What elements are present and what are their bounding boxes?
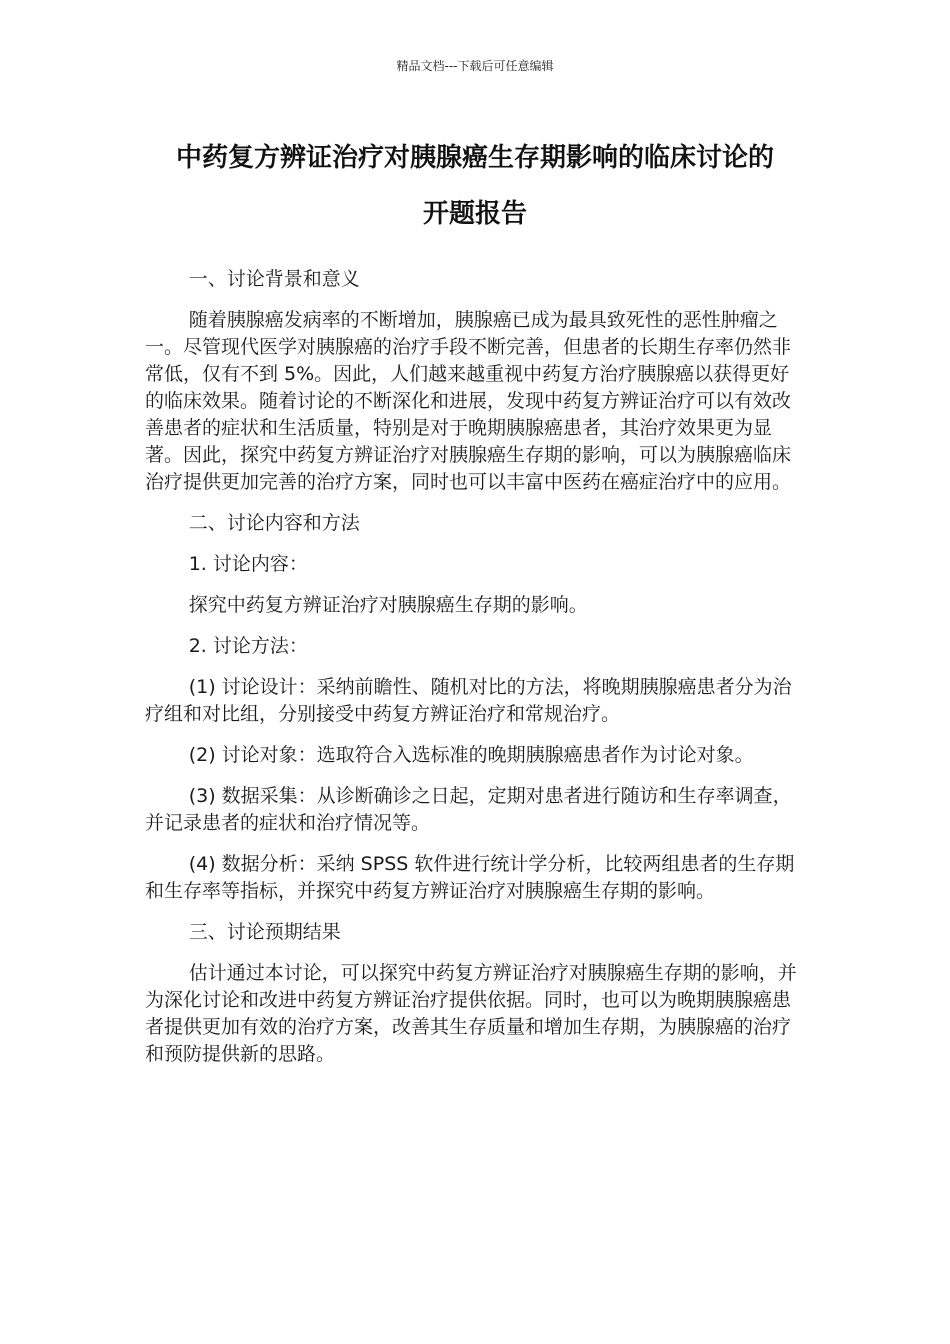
section-2-method-3: (3) 数据采集：从诊断确诊之日起，定期对患者进行随访和生存率调查，并记录患者的症状和治疗情况等。: [145, 785, 792, 834]
section-1-paragraph: 随着胰腺癌发病率的不断增加，胰腺癌已成为最具致死性的恶性肿瘤之一。尽管现代医学对胰腺癌的治疗手段不断完善，但患者的长期生存率仍然非常低，仅有不到 5%。因此，人们越来越重视中药复方治疗胰腺癌以获得更好的临床效果。随着讨论的不断深化和进展，发现中药复方辨证治疗可以有效改善患者的症状和生活质量，特别是对于晚期胰腺癌患者，其治疗效果更为显著。因此，探究中药复方辨证治疗对胰腺癌生存期的影响，可以为胰腺癌临床治疗提供更加完善的治疗方案，同时也可以丰富中医药在癌症治疗中的应用。: [145, 309, 792, 493]
section-2-method-2: (2) 讨论对象：选取符合入选标准的晚期胰腺癌患者作为讨论对象。: [188, 744, 754, 766]
page-header-note: 精品文档---下载后可任意编辑: [396, 59, 554, 73]
document-title: [140, 130, 810, 242]
section-1-heading: 一、讨论背景和意义: [188, 268, 360, 290]
section-3-paragraph: 估计通过本讨论，可以探究中药复方辨证治疗对胰腺癌生存期的影响，并为深化讨论和改进中药复方辨证治疗提供依据。同时，也可以为晚期胰腺癌患者提供更加有效的治疗方案，改善其生存质量和增加生存期，为胰腺癌的治疗和预防提供新的思路。: [145, 962, 797, 1065]
section-2-item-1-heading: 1. 讨论内容：: [188, 553, 308, 575]
document-body: [145, 266, 805, 1082]
document-title-line-1: 中药复方辨证治疗对胰腺癌生存期影响的临床讨论的: [175, 143, 774, 173]
section-2-method-1: (1) 讨论设计：采纳前瞻性、随机对比的方法，将晚期胰腺癌患者分为治疗组和对比组，分别接受中药复方辨证治疗和常规治疗。: [145, 676, 792, 725]
document-title-line-2: 开题报告: [422, 199, 527, 229]
section-2-item-2-heading: 2. 讨论方法：: [188, 635, 308, 657]
section-3-heading: 三、讨论预期结果: [188, 921, 341, 943]
section-2-item-1-text: 探究中药复方辨证治疗对胰腺癌生存期的影响。: [188, 594, 588, 616]
section-2-method-4: (4) 数据分析：采纳 SPSS 软件进行统计学分析，比较两组患者的生存期和生存率等指标，并探究中药复方辨证治疗对胰腺癌生存期的影响。: [145, 853, 795, 902]
section-2-heading: 二、讨论内容和方法: [188, 512, 360, 534]
